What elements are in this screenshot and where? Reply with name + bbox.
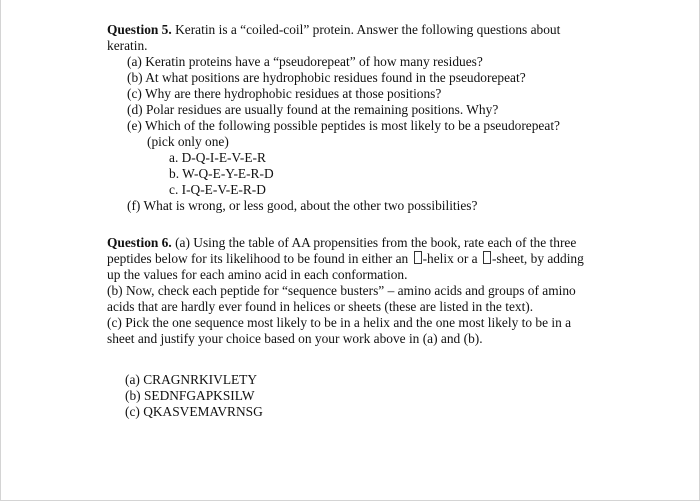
q5-title: Question 5. xyxy=(107,22,172,37)
q6-sequence-b: (b) SEDNFGAPKSILW xyxy=(125,388,255,403)
q5-pick-note: (pick only one) xyxy=(147,134,229,149)
missing-alpha-glyph-icon xyxy=(414,251,422,264)
q5-item-d: (d) Polar residues are usually found at the remaining positions. Why? xyxy=(127,102,499,117)
q6-a-line3: up the values for each amino acid in each conformation. xyxy=(107,267,408,282)
missing-beta-glyph-icon xyxy=(483,251,491,264)
q5-item-a: (a) Keratin proteins have a “pseudorepeat” of how many residues? xyxy=(127,54,483,69)
q5-item-c: (c) Why are there hydrophobic residues at those positions? xyxy=(127,86,442,101)
q6-b-line1: (b) Now, check each peptide for “sequence busters” – amino acids and groups of amino xyxy=(107,283,576,298)
q6-a-line2-post: -sheet, by adding xyxy=(491,251,584,266)
q5-intro-text: Keratin is a “coiled-coil” protein. Answer the following questions about xyxy=(175,22,561,37)
q6-a-text: (a) Using the table of AA propensities from the book, rate each of the three xyxy=(175,235,577,250)
q5-intro-line2: keratin. xyxy=(107,38,148,53)
q5-item-b: (b) At what positions are hydrophobic residues found in the pseudorepeat? xyxy=(127,70,526,85)
q6-a-line2 xyxy=(107,251,584,267)
q6-sequence-c: (c) QKASVEMAVRNSG xyxy=(125,404,263,419)
q5-intro-line1 xyxy=(107,22,560,38)
q6-title: Question 6. xyxy=(107,235,172,250)
q6-a-line2-mid: -helix or a xyxy=(422,251,481,266)
q6-c-line2: sheet and justify your choice based on your work above in (a) and (b). xyxy=(107,331,483,346)
q6-b-line2: acids that are hardly ever found in helices or sheets (these are listed in the text). xyxy=(107,299,534,314)
q5-option-a: a. D-Q-I-E-V-E-R xyxy=(169,150,266,165)
q6-a-line1 xyxy=(107,235,576,251)
q5-option-c: c. I-Q-E-V-E-R-D xyxy=(169,182,266,197)
q5-option-b: b. W-Q-E-Y-E-R-D xyxy=(169,166,274,181)
q5-item-e: (e) Which of the following possible peptides is most likely to be a pseudorepeat? xyxy=(127,118,560,133)
q6-c-line1: (c) Pick the one sequence most likely to be in a helix and the one most likely to be in a xyxy=(107,315,572,330)
q6-a-line2-pre: peptides below for its likelihood to be found in either an xyxy=(107,251,412,266)
q6-sequence-a: (a) CRAGNRKIVLETY xyxy=(125,372,258,387)
q5-item-f: (f) What is wrong, or less good, about the other two possibilities? xyxy=(127,198,478,213)
